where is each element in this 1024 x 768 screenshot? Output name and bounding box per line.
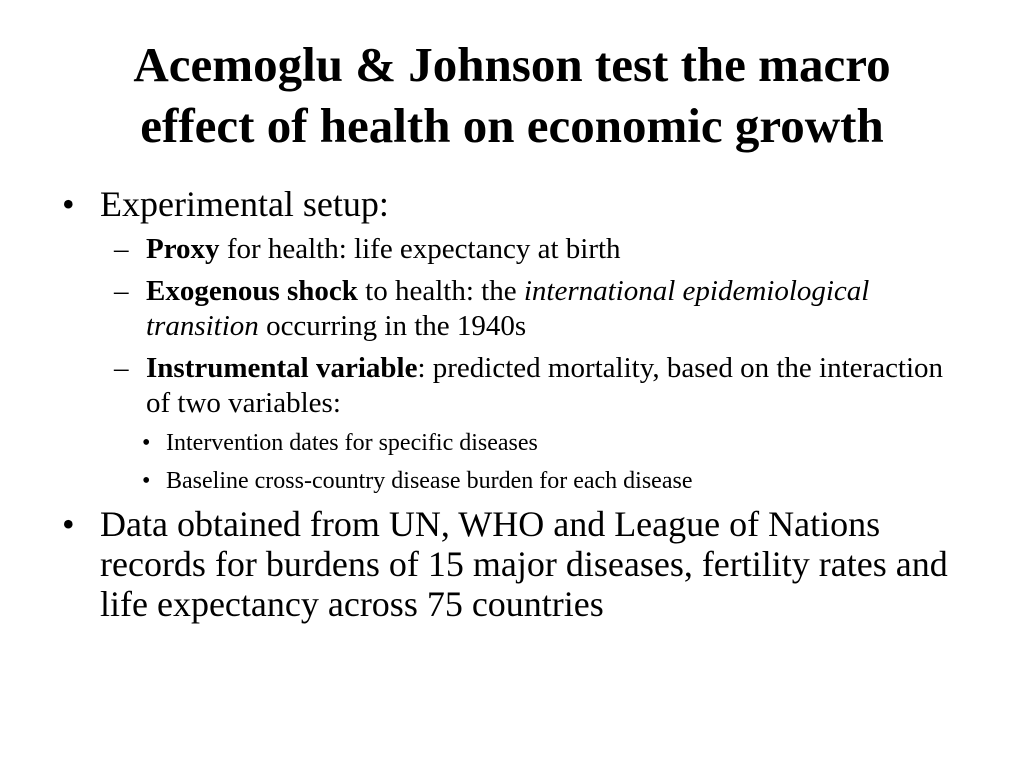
slide-title — [40, 34, 984, 156]
sub-bullet-proxy — [100, 232, 972, 267]
bullet-marker: • — [62, 184, 75, 224]
sub-bullet-text: : predicted mortality, based on the interaction of two variables: — [146, 352, 944, 419]
slide-title-line-2: effect of health on economic growth — [140, 98, 884, 153]
sub-sub-bullet-text: Baseline cross-country disease burden for each disease — [166, 468, 693, 494]
sub-bullet-list — [100, 232, 972, 496]
sub-sub-bullet-intervention-dates — [100, 428, 972, 458]
dash-marker: – — [114, 233, 129, 265]
slide-title-line-1: Acemoglu & Johnson test the macro — [133, 37, 891, 92]
dash-marker: – — [114, 275, 129, 307]
bullet-text: Experimental setup: — [100, 184, 389, 224]
term-proxy: Proxy — [146, 233, 220, 265]
sub-sub-bullet-list — [100, 428, 972, 496]
term-instrumental-variable: Instrumental variable — [146, 352, 418, 384]
dot-marker: • — [142, 468, 151, 494]
sub-bullet-instrumental-variable — [100, 351, 972, 421]
bullet-experimental-setup — [62, 184, 972, 496]
sub-bullet-text: to health: the — [357, 275, 524, 307]
slide-body — [62, 184, 972, 624]
bullet-text: Data obtained from UN, WHO and League of Nations records for burdens of 15 major diseases, fertility rates and life expectancy across 75 countries — [100, 504, 948, 624]
term-exogenous-shock: Exogenous shock — [146, 275, 358, 307]
sub-sub-bullet-disease-burden — [100, 466, 972, 496]
bullet-marker: • — [62, 504, 75, 544]
sub-bullet-text: for health: life expectancy at birth — [219, 233, 621, 265]
dot-marker: • — [142, 430, 151, 456]
sub-bullet-exogenous-shock — [100, 274, 972, 344]
dash-marker: – — [114, 352, 129, 384]
sub-sub-bullet-text: Intervention dates for specific diseases — [166, 430, 538, 456]
bullet-data-sources — [62, 504, 972, 624]
term-epidemiological-transition: international epidemiological transition — [146, 275, 870, 342]
sub-bullet-text-end: occurring in the 1940s — [258, 310, 527, 342]
